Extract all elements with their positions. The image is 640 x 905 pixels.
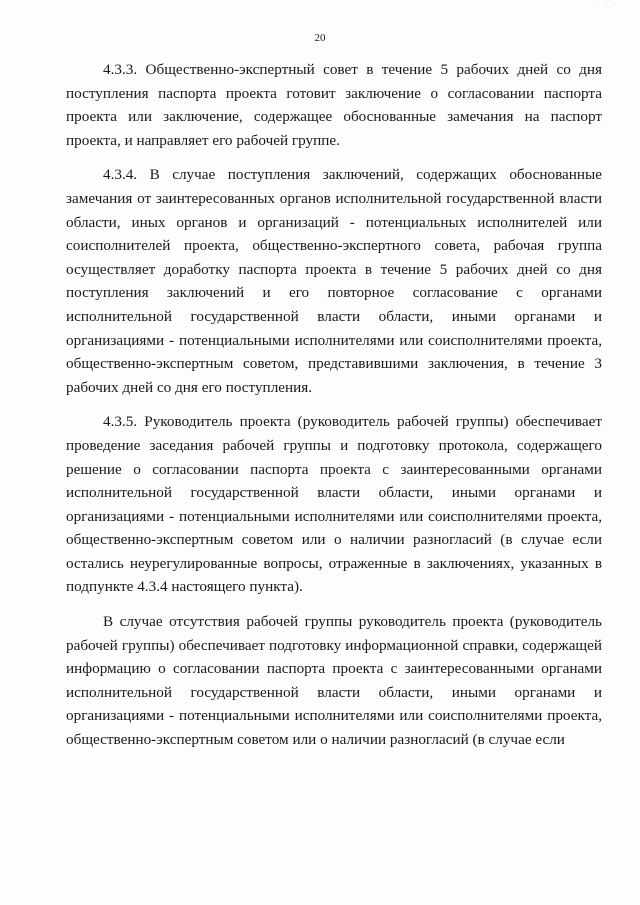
scan-artifact: · · · — [596, 0, 618, 9]
paragraph-4-3-3: 4.3.3. Общественно-экспертный совет в течение 5 рабочих дней со дня поступления паспорта проекта готовит заключение о согласовании паспорта проекта или заключение, содержащее обоснованные замечания на паспорт проекта, и направляет его рабочей группе. — [66, 61, 602, 149]
paragraph-4-3-4: 4.3.4. В случае поступления заключений, содержащих обоснованные замечания от заинтересованных органов исполнительной государственной власти области, иных органов и организаций - потенциальных исполнителей или соисполнителей проекта, общественно-экспертного совета, рабочая группа осуществляет доработку паспорта проекта в течение 5 рабочих дней со дня поступления заключений и его повторное согласование с органами исполнительной государственной власти области, иными органами и организациями - потенциальными исполнителями или соисполнителями проекта, общественно-экспертным советом, представившими заключения, в течение 3 рабочих дней со дня его поступления. — [66, 166, 602, 396]
paragraph-4-3-5: 4.3.5. Руководитель проекта (руководитель рабочей группы) обеспечивает проведение заседания рабочей группы и подготовку протокола, содержащего решение о согласовании паспорта проекта с заинтересованными органами исполнительной государственной власти области, иными органами и организациями - потенциальными исполнителями или соисполнителями проекта, общественно-экспертным советом или о наличии разногласий (в случае если остались неурегулированные вопросы, отраженные в заключениях, указанных в подпункте 4.3.4 настоящего пункта). — [66, 413, 602, 596]
page-number: 20 — [314, 32, 326, 44]
document-body — [66, 58, 602, 752]
paragraph-no-working-group: В случае отсутствия рабочей группы руководитель проекта (руководитель рабочей группы) обеспечивает подготовку информационной справки, содержащей информацию о согласовании паспорта проекта с заинтересованными органами исполнительной государственной власти области, иными органами и организациями - потенциальными исполнителями или соисполнителями проекта, общественно-экспертным советом или о наличии разногласий (в случае если — [66, 613, 602, 749]
